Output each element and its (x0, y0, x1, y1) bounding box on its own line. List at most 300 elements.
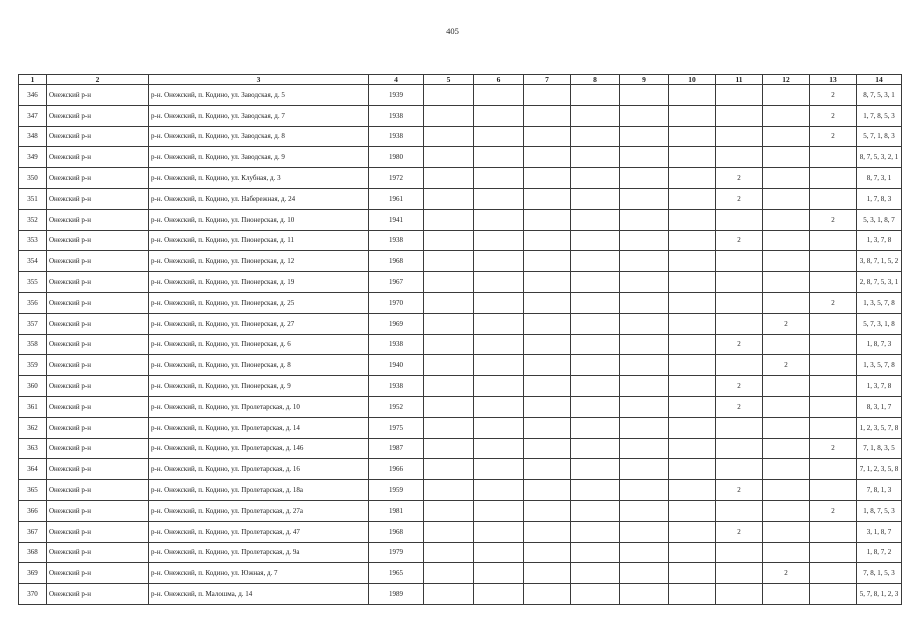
column-header-5: 5 (424, 75, 474, 85)
address-cell: р-н. Онежский, п. Кодино, ул. Пионерская, д. 8 (149, 355, 369, 376)
column-12-cell (763, 272, 810, 293)
column-10-cell (669, 105, 716, 126)
column-14-cell: 7, 8, 1, 3 (857, 480, 902, 501)
column-8-cell (571, 147, 620, 168)
column-10-cell (669, 334, 716, 355)
district-cell: Онежский р-н (47, 396, 149, 417)
column-9-cell (620, 396, 669, 417)
district-cell: Онежский р-н (47, 480, 149, 501)
column-12-cell (763, 500, 810, 521)
district-cell: Онежский р-н (47, 251, 149, 272)
column-8-cell (571, 126, 620, 147)
column-8-cell (571, 272, 620, 293)
column-7-cell (524, 188, 571, 209)
column-5-cell (424, 584, 474, 605)
table-row (19, 584, 902, 605)
column-12-cell (763, 334, 810, 355)
column-12-cell (763, 188, 810, 209)
column-6-cell (474, 147, 524, 168)
column-11-cell (716, 355, 763, 376)
column-10-cell (669, 480, 716, 501)
year-cell: 1938 (369, 334, 424, 355)
year-cell: 1970 (369, 292, 424, 313)
column-8-cell (571, 584, 620, 605)
address-cell: р-н. Онежский, п. Кодино, ул. Заводская, д. 8 (149, 126, 369, 147)
column-11-cell (716, 438, 763, 459)
column-5-cell (424, 417, 474, 438)
year-cell: 1941 (369, 209, 424, 230)
column-14-cell: 1, 8, 7, 3 (857, 334, 902, 355)
column-5-cell (424, 85, 474, 106)
column-14-cell: 1, 3, 7, 8 (857, 376, 902, 397)
column-13-cell (810, 542, 857, 563)
column-12-cell (763, 480, 810, 501)
district-cell: Онежский р-н (47, 521, 149, 542)
column-10-cell (669, 376, 716, 397)
column-11-cell (716, 417, 763, 438)
column-6-cell (474, 313, 524, 334)
column-8-cell (571, 396, 620, 417)
column-8-cell (571, 188, 620, 209)
table-row (19, 417, 902, 438)
address-cell: р-н. Онежский, п. Кодино, ул. Пролетарская, д. 14 (149, 417, 369, 438)
column-8-cell (571, 417, 620, 438)
address-cell: р-н. Онежский, п. Кодино, ул. Заводская, д. 9 (149, 147, 369, 168)
table-row (19, 147, 902, 168)
column-12-cell: 2 (763, 563, 810, 584)
column-8-cell (571, 85, 620, 106)
column-12-cell (763, 584, 810, 605)
table-row (19, 355, 902, 376)
table-row (19, 188, 902, 209)
column-11-cell (716, 500, 763, 521)
year-cell: 1938 (369, 126, 424, 147)
column-6-cell (474, 480, 524, 501)
column-11-cell: 2 (716, 334, 763, 355)
column-9-cell (620, 251, 669, 272)
column-14-cell: 2, 8, 7, 5, 3, 1 (857, 272, 902, 293)
column-12-cell (763, 417, 810, 438)
column-7-cell (524, 396, 571, 417)
column-7-cell (524, 85, 571, 106)
table-row (19, 105, 902, 126)
column-9-cell (620, 521, 669, 542)
column-10-cell (669, 251, 716, 272)
row-number-cell: 348 (19, 126, 47, 147)
address-cell: р-н. Онежский, п. Кодино, ул. Пролетарская, д. 18а (149, 480, 369, 501)
column-header-1: 1 (19, 75, 47, 85)
year-cell: 1980 (369, 147, 424, 168)
column-5-cell (424, 272, 474, 293)
column-9-cell (620, 85, 669, 106)
column-13-cell (810, 230, 857, 251)
column-11-cell: 2 (716, 168, 763, 189)
column-header-6: 6 (474, 75, 524, 85)
column-6-cell (474, 126, 524, 147)
year-cell: 1965 (369, 563, 424, 584)
row-number-cell: 363 (19, 438, 47, 459)
table-row (19, 438, 902, 459)
column-9-cell (620, 126, 669, 147)
column-7-cell (524, 480, 571, 501)
column-13-cell (810, 417, 857, 438)
column-14-cell: 5, 7, 1, 8, 3 (857, 126, 902, 147)
column-header-10: 10 (669, 75, 716, 85)
column-7-cell (524, 168, 571, 189)
column-10-cell (669, 438, 716, 459)
column-5-cell (424, 542, 474, 563)
column-10-cell (669, 563, 716, 584)
column-12-cell (763, 209, 810, 230)
column-7-cell (524, 376, 571, 397)
table-row (19, 334, 902, 355)
address-cell: р-н. Онежский, п. Кодино, ул. Пролетарская, д. 146 (149, 438, 369, 459)
year-cell: 1975 (369, 417, 424, 438)
column-9-cell (620, 584, 669, 605)
column-11-cell: 2 (716, 376, 763, 397)
row-number-cell: 365 (19, 480, 47, 501)
column-10-cell (669, 188, 716, 209)
row-number-cell: 364 (19, 459, 47, 480)
column-14-cell: 1, 3, 5, 7, 8 (857, 292, 902, 313)
year-cell: 1968 (369, 251, 424, 272)
row-number-cell: 369 (19, 563, 47, 584)
table-row (19, 272, 902, 293)
row-number-cell: 359 (19, 355, 47, 376)
row-number-cell: 351 (19, 188, 47, 209)
column-10-cell (669, 542, 716, 563)
column-12-cell (763, 126, 810, 147)
column-13-cell (810, 168, 857, 189)
column-10-cell (669, 521, 716, 542)
column-10-cell (669, 147, 716, 168)
district-cell: Онежский р-н (47, 126, 149, 147)
column-5-cell (424, 334, 474, 355)
district-cell: Онежский р-н (47, 188, 149, 209)
table-row (19, 126, 902, 147)
column-14-cell: 5, 3, 1, 8, 7 (857, 209, 902, 230)
row-number-cell: 346 (19, 85, 47, 106)
column-14-cell: 3, 8, 7, 1, 5, 2 (857, 251, 902, 272)
column-6-cell (474, 396, 524, 417)
table-row (19, 292, 902, 313)
table-row (19, 313, 902, 334)
district-cell: Онежский р-н (47, 85, 149, 106)
district-cell: Онежский р-н (47, 355, 149, 376)
column-10-cell (669, 230, 716, 251)
column-9-cell (620, 376, 669, 397)
column-10-cell (669, 209, 716, 230)
column-9-cell (620, 230, 669, 251)
row-number-cell: 356 (19, 292, 47, 313)
address-cell: р-н. Онежский, п. Кодино, ул. Южная, д. 7 (149, 563, 369, 584)
address-cell: р-н. Онежский, п. Кодино, ул. Пролетарская, д. 10 (149, 396, 369, 417)
column-9-cell (620, 313, 669, 334)
column-13-cell (810, 188, 857, 209)
column-6-cell (474, 188, 524, 209)
column-13-cell (810, 563, 857, 584)
year-cell: 1966 (369, 459, 424, 480)
column-13-cell (810, 584, 857, 605)
address-cell: р-н. Онежский, п. Кодино, ул. Пролетарская, д. 47 (149, 521, 369, 542)
column-13-cell: 2 (810, 85, 857, 106)
column-9-cell (620, 459, 669, 480)
address-cell: р-н. Онежский, п. Кодино, ул. Заводская, д. 7 (149, 105, 369, 126)
column-14-cell: 1, 2, 3, 5, 7, 8 (857, 417, 902, 438)
column-13-cell: 2 (810, 209, 857, 230)
column-9-cell (620, 542, 669, 563)
year-cell: 1940 (369, 355, 424, 376)
column-8-cell (571, 168, 620, 189)
district-cell: Онежский р-н (47, 168, 149, 189)
table-row (19, 209, 902, 230)
column-11-cell (716, 85, 763, 106)
year-cell: 1972 (369, 168, 424, 189)
column-12-cell (763, 542, 810, 563)
column-10-cell (669, 292, 716, 313)
column-13-cell: 2 (810, 105, 857, 126)
column-11-cell (716, 313, 763, 334)
column-header-3: 3 (149, 75, 369, 85)
district-cell: Онежский р-н (47, 292, 149, 313)
district-cell: Онежский р-н (47, 209, 149, 230)
table-row (19, 459, 902, 480)
table-row (19, 230, 902, 251)
column-6-cell (474, 355, 524, 376)
column-13-cell (810, 334, 857, 355)
column-7-cell (524, 355, 571, 376)
column-header-12: 12 (763, 75, 810, 85)
column-12-cell (763, 376, 810, 397)
table-row (19, 168, 902, 189)
column-8-cell (571, 313, 620, 334)
row-number-cell: 368 (19, 542, 47, 563)
address-cell: р-н. Онежский, п. Кодино, ул. Пионерская, д. 19 (149, 272, 369, 293)
column-header-9: 9 (620, 75, 669, 85)
column-6-cell (474, 417, 524, 438)
table-row (19, 85, 902, 106)
column-14-cell: 7, 1, 2, 3, 5, 8 (857, 459, 902, 480)
year-cell: 1938 (369, 230, 424, 251)
district-cell: Онежский р-н (47, 500, 149, 521)
table-row (19, 376, 902, 397)
column-9-cell (620, 417, 669, 438)
row-number-cell: 349 (19, 147, 47, 168)
column-9-cell (620, 500, 669, 521)
column-8-cell (571, 480, 620, 501)
column-8-cell (571, 542, 620, 563)
district-cell: Онежский р-н (47, 272, 149, 293)
table-header-row (19, 75, 902, 85)
column-14-cell: 5, 7, 3, 1, 8 (857, 313, 902, 334)
column-9-cell (620, 480, 669, 501)
column-12-cell (763, 230, 810, 251)
table-row (19, 563, 902, 584)
column-6-cell (474, 376, 524, 397)
column-5-cell (424, 292, 474, 313)
column-11-cell: 2 (716, 521, 763, 542)
column-6-cell (474, 85, 524, 106)
address-cell: р-н. Онежский, п. Кодино, ул. Пионерская, д. 27 (149, 313, 369, 334)
column-9-cell (620, 272, 669, 293)
column-8-cell (571, 230, 620, 251)
column-5-cell (424, 188, 474, 209)
column-header-13: 13 (810, 75, 857, 85)
column-11-cell (716, 209, 763, 230)
column-7-cell (524, 334, 571, 355)
column-13-cell (810, 376, 857, 397)
column-7-cell (524, 209, 571, 230)
year-cell: 1987 (369, 438, 424, 459)
column-10-cell (669, 396, 716, 417)
address-cell: р-н. Онежский, п. Кодино, ул. Пролетарская, д. 16 (149, 459, 369, 480)
year-cell: 1939 (369, 85, 424, 106)
year-cell: 1968 (369, 521, 424, 542)
column-11-cell (716, 563, 763, 584)
column-8-cell (571, 355, 620, 376)
column-14-cell: 1, 3, 7, 8 (857, 230, 902, 251)
column-5-cell (424, 147, 474, 168)
column-6-cell (474, 334, 524, 355)
column-6-cell (474, 251, 524, 272)
column-9-cell (620, 563, 669, 584)
column-5-cell (424, 500, 474, 521)
address-cell: р-н. Онежский, п. Кодино, ул. Пролетарская, д. 27а (149, 500, 369, 521)
row-number-cell: 347 (19, 105, 47, 126)
column-6-cell (474, 272, 524, 293)
row-number-cell: 370 (19, 584, 47, 605)
column-14-cell: 5, 7, 8, 1, 2, 3 (857, 584, 902, 605)
column-13-cell (810, 521, 857, 542)
column-13-cell (810, 480, 857, 501)
column-12-cell (763, 168, 810, 189)
column-9-cell (620, 438, 669, 459)
column-9-cell (620, 147, 669, 168)
column-5-cell (424, 480, 474, 501)
district-cell: Онежский р-н (47, 417, 149, 438)
table-row (19, 396, 902, 417)
column-12-cell: 2 (763, 313, 810, 334)
column-13-cell (810, 355, 857, 376)
address-cell: р-н. Онежский, п. Кодино, ул. Пионерская, д. 12 (149, 251, 369, 272)
column-5-cell (424, 313, 474, 334)
district-cell: Онежский р-н (47, 105, 149, 126)
district-cell: Онежский р-н (47, 334, 149, 355)
address-cell: р-н. Онежский, п. Малошма, д. 14 (149, 584, 369, 605)
column-5-cell (424, 209, 474, 230)
address-cell: р-н. Онежский, п. Кодино, ул. Набережная, д. 24 (149, 188, 369, 209)
column-header-8: 8 (571, 75, 620, 85)
row-number-cell: 358 (19, 334, 47, 355)
year-cell: 1979 (369, 542, 424, 563)
column-6-cell (474, 521, 524, 542)
column-header-2: 2 (47, 75, 149, 85)
table-row (19, 521, 902, 542)
year-cell: 1989 (369, 584, 424, 605)
year-cell: 1981 (369, 500, 424, 521)
column-5-cell (424, 459, 474, 480)
column-11-cell: 2 (716, 188, 763, 209)
table-body (19, 85, 902, 605)
column-11-cell (716, 542, 763, 563)
column-9-cell (620, 292, 669, 313)
year-cell: 1961 (369, 188, 424, 209)
column-14-cell: 7, 1, 8, 3, 5 (857, 438, 902, 459)
column-14-cell: 7, 8, 1, 5, 3 (857, 563, 902, 584)
table-row (19, 480, 902, 501)
column-6-cell (474, 292, 524, 313)
year-cell: 1952 (369, 396, 424, 417)
column-7-cell (524, 272, 571, 293)
column-7-cell (524, 500, 571, 521)
column-5-cell (424, 105, 474, 126)
column-13-cell: 2 (810, 438, 857, 459)
column-9-cell (620, 334, 669, 355)
address-cell: р-н. Онежский, п. Кодино, ул. Пионерская, д. 25 (149, 292, 369, 313)
column-10-cell (669, 355, 716, 376)
column-header-4: 4 (369, 75, 424, 85)
column-11-cell (716, 105, 763, 126)
address-cell: р-н. Онежский, п. Кодино, ул. Пионерская, д. 6 (149, 334, 369, 355)
year-cell: 1967 (369, 272, 424, 293)
column-13-cell: 2 (810, 126, 857, 147)
column-7-cell (524, 147, 571, 168)
district-cell: Онежский р-н (47, 230, 149, 251)
column-13-cell: 2 (810, 500, 857, 521)
column-10-cell (669, 500, 716, 521)
column-6-cell (474, 500, 524, 521)
column-8-cell (571, 251, 620, 272)
column-5-cell (424, 521, 474, 542)
column-11-cell (716, 584, 763, 605)
address-cell: р-н. Онежский, п. Кодино, ул. Пионерская, д. 11 (149, 230, 369, 251)
column-8-cell (571, 521, 620, 542)
column-7-cell (524, 126, 571, 147)
column-5-cell (424, 230, 474, 251)
column-9-cell (620, 209, 669, 230)
column-10-cell (669, 584, 716, 605)
column-14-cell: 1, 7, 8, 5, 3 (857, 105, 902, 126)
row-number-cell: 367 (19, 521, 47, 542)
column-14-cell: 8, 7, 5, 3, 1 (857, 85, 902, 106)
column-13-cell (810, 272, 857, 293)
column-12-cell (763, 292, 810, 313)
column-14-cell: 8, 3, 1, 7 (857, 396, 902, 417)
row-number-cell: 360 (19, 376, 47, 397)
column-8-cell (571, 438, 620, 459)
column-8-cell (571, 376, 620, 397)
row-number-cell: 355 (19, 272, 47, 293)
column-12-cell: 2 (763, 355, 810, 376)
column-13-cell (810, 313, 857, 334)
column-5-cell (424, 251, 474, 272)
column-6-cell (474, 168, 524, 189)
table-row (19, 500, 902, 521)
column-6-cell (474, 584, 524, 605)
district-cell: Онежский р-н (47, 438, 149, 459)
column-5-cell (424, 126, 474, 147)
column-6-cell (474, 105, 524, 126)
column-12-cell (763, 438, 810, 459)
column-10-cell (669, 272, 716, 293)
address-cell: р-н. Онежский, п. Кодино, ул. Пионерская, д. 10 (149, 209, 369, 230)
column-6-cell (474, 459, 524, 480)
column-7-cell (524, 459, 571, 480)
column-7-cell (524, 521, 571, 542)
column-5-cell (424, 376, 474, 397)
column-8-cell (571, 500, 620, 521)
column-12-cell (763, 105, 810, 126)
